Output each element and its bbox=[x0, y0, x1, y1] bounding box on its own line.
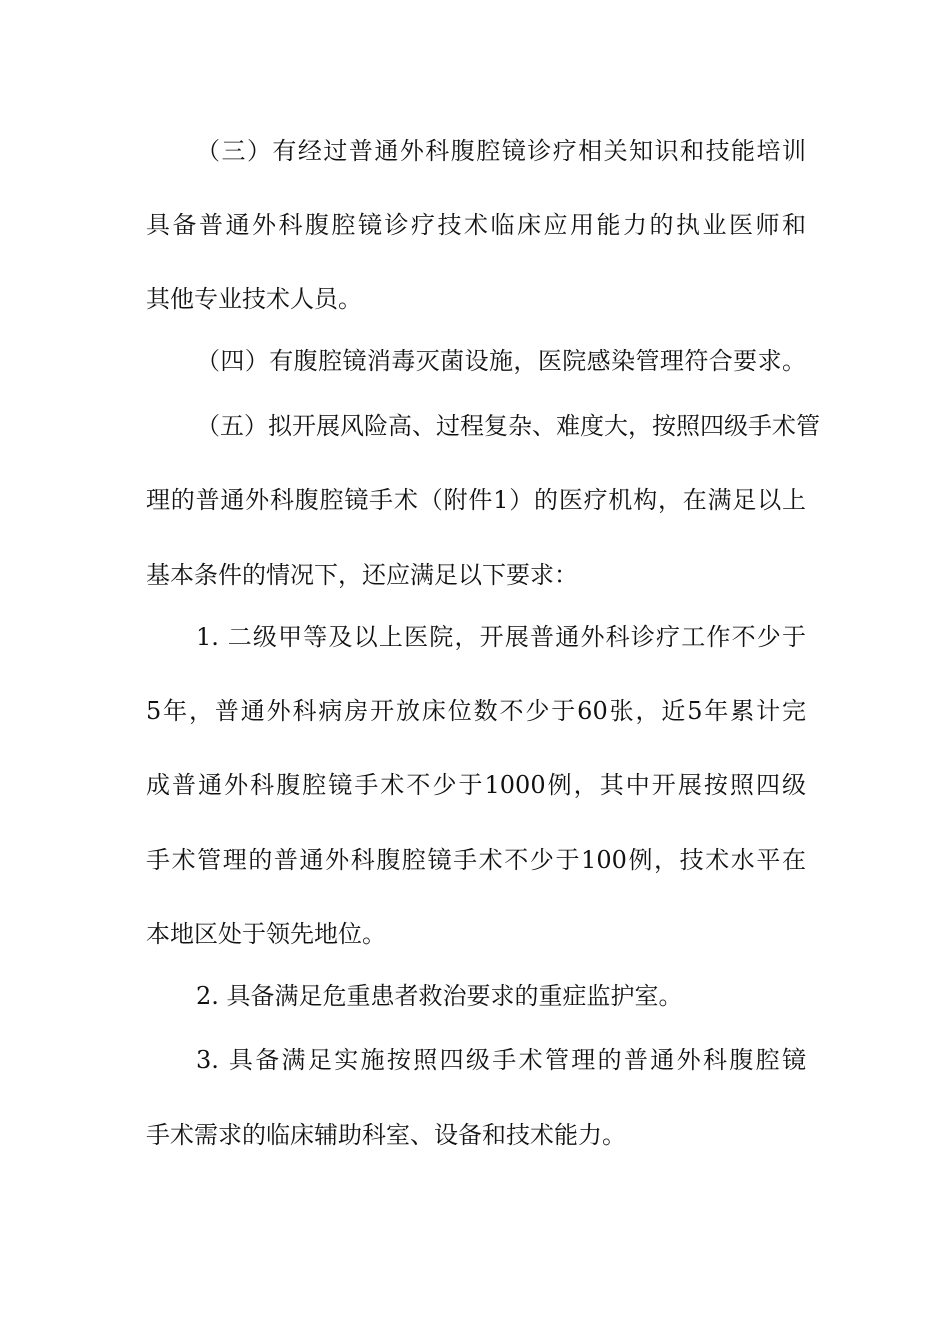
text-line: 理的普通外科腹腔镜手术（附件1）的医疗机构，在满足以上 bbox=[146, 486, 806, 514]
text-line: （四）有腹腔镜消毒灭菌设施，医院感染管理符合要求。 bbox=[196, 347, 806, 375]
text-line: 3. 具备满足实施按照四级手术管理的普通外科腹腔镜 bbox=[196, 1046, 806, 1074]
text-line: 其他专业技术人员。 bbox=[146, 285, 362, 313]
text-line: 1. 二级甲等及以上医院，开展普通外科诊疗工作不少于 bbox=[196, 623, 806, 651]
text-line: （三）有经过普通外科腹腔镜诊疗相关知识和技能培训 bbox=[196, 137, 806, 165]
text-line: 基本条件的情况下，还应满足以下要求： bbox=[146, 561, 578, 589]
text-line: 本地区处于领先地位。 bbox=[146, 920, 386, 948]
text-line: 具备普通外科腹腔镜诊疗技术临床应用能力的执业医师和 bbox=[146, 211, 806, 239]
text-line: 5年，普通外科病房开放床位数不少于60张，近5年累计完 bbox=[146, 697, 806, 725]
text-line: 成普通外科腹腔镜手术不少于1000例，其中开展按照四级 bbox=[146, 771, 806, 799]
text-line: 2. 具备满足危重患者救治要求的重症监护室。 bbox=[196, 982, 683, 1010]
text-line: 手术需求的临床辅助科室、设备和技术能力。 bbox=[146, 1121, 626, 1149]
text-line: 手术管理的普通外科腹腔镜手术不少于100例，技术水平在 bbox=[146, 846, 806, 874]
text-line: （五）拟开展风险高、过程复杂、难度大，按照四级手术管 bbox=[196, 412, 820, 440]
